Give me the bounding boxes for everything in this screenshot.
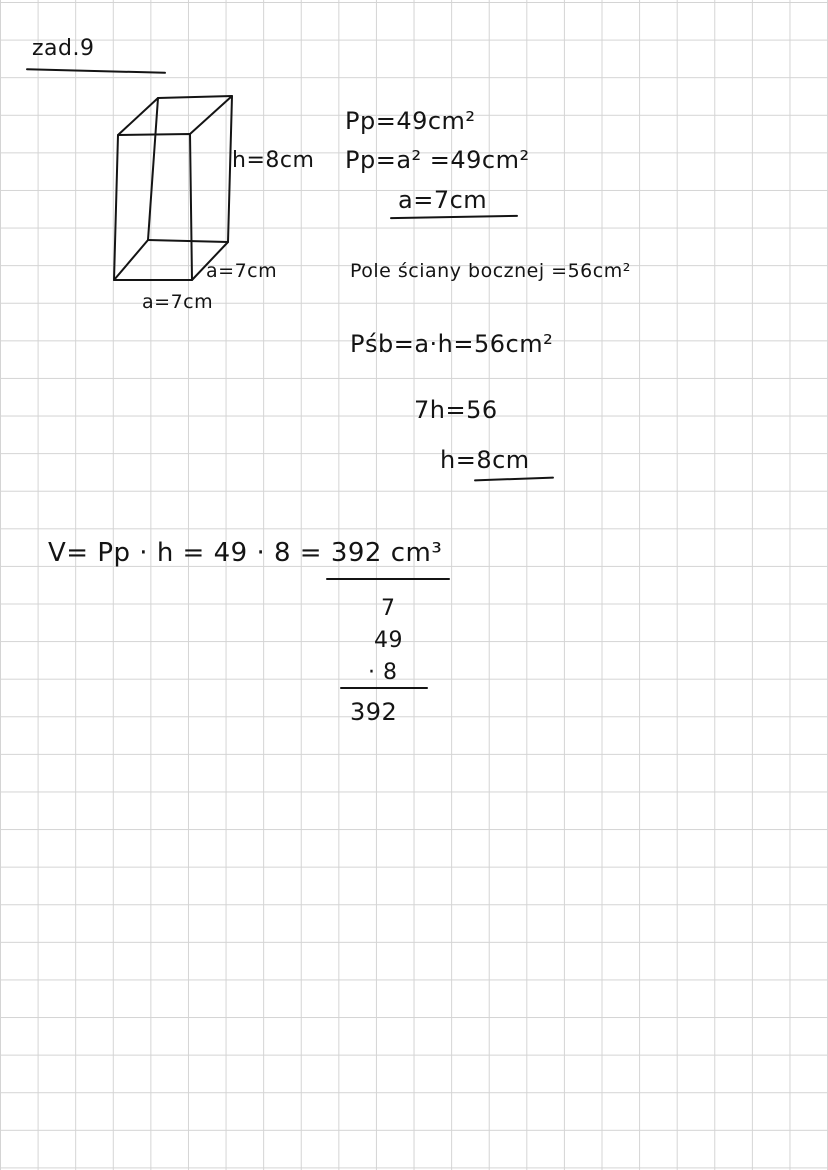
title-underline [26, 68, 166, 74]
a-result-underline [390, 215, 518, 219]
height-label: h=8cm [232, 148, 315, 173]
lateral-statement: Pole ściany bocznej =56cm² [350, 260, 631, 282]
volume-formula: V= Pp · h = 49 · 8 = 392 cm³ [48, 538, 443, 568]
h-result: h=8cm [440, 446, 530, 474]
volume-underline [326, 578, 450, 580]
page-title: zad.9 [32, 36, 95, 61]
calc-line-2: 49 [374, 628, 403, 653]
calc-rule [340, 687, 428, 689]
edge-label-right: a=7cm [206, 260, 278, 282]
pp-formula: Pp=a² =49cm² [345, 146, 530, 174]
calc-line-1: 7 [381, 596, 396, 621]
calc-result: 392 [350, 698, 398, 726]
h-result-underline [474, 477, 554, 482]
pp-given: Pp=49cm² [345, 107, 476, 135]
lateral-formula: Pśb=a·h=56cm² [350, 330, 554, 358]
h-equation: 7h=56 [414, 396, 498, 424]
edge-label-front: a=7cm [142, 291, 214, 313]
calc-line-3: · 8 [368, 660, 398, 685]
a-result: a=7cm [398, 186, 488, 214]
